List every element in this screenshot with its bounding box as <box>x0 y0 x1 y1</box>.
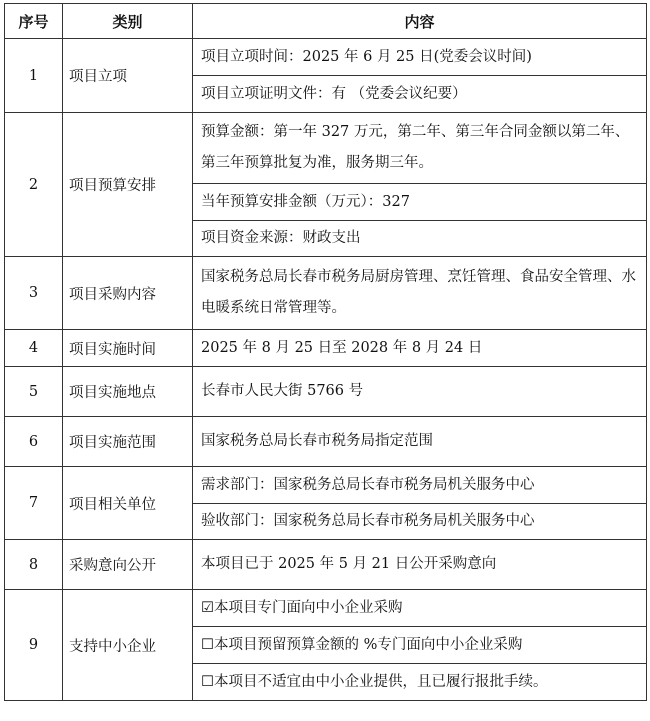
content-cell: 长春市人民大街 5766 号 <box>193 367 647 417</box>
table-row <box>5 367 647 417</box>
row-category: 项目采购内容 <box>63 257 193 330</box>
content-cell: 当年预算安排金额（万元）：327 <box>193 184 647 221</box>
content-cell: 项目资金来源：财政支出 <box>193 221 647 257</box>
row-seq: 8 <box>5 540 63 590</box>
row-seq: 7 <box>5 467 63 540</box>
table-row <box>5 590 647 627</box>
table-row <box>5 257 647 330</box>
row-seq: 9 <box>5 590 63 701</box>
content-cell: 2025 年 8 月 25 日至 2028 年 8 月 24 日 <box>193 330 647 367</box>
row-category: 支持中小企业 <box>63 590 193 701</box>
header-row <box>5 4 647 39</box>
row-seq: 1 <box>5 39 63 113</box>
table-row <box>5 417 647 467</box>
row-category: 项目相关单位 <box>63 467 193 540</box>
row-seq: 6 <box>5 417 63 467</box>
row-category: 项目实施范围 <box>63 417 193 467</box>
row-seq: 2 <box>5 113 63 257</box>
content-cell: 国家税务总局长春市税务局厨房管理、烹饪管理、食品安全管理、水电暖系统日常管理等。 <box>193 257 647 330</box>
row-seq: 3 <box>5 257 63 330</box>
table-row <box>5 540 647 590</box>
header-seq: 序号 <box>5 4 63 39</box>
sme-option-unsuitable: ☐本项目不适宜由中小企业提供，且已履行报批手续。 <box>193 664 647 701</box>
content-cell: 项目立项证明文件：有 （党委会议纪要） <box>193 76 647 113</box>
row-seq: 4 <box>5 330 63 367</box>
row-category: 项目实施时间 <box>63 330 193 367</box>
content-cell: 验收部门：国家税务总局长春市税务局机关服务中心 <box>193 504 647 540</box>
header-content: 内容 <box>193 4 647 39</box>
header-category: 类别 <box>63 4 193 39</box>
content-cell: 本项目已于 2025 年 5 月 21 日公开采购意向 <box>193 540 647 590</box>
table-row <box>5 330 647 367</box>
sme-option-checked: ☑本项目专门面向中小企业采购 <box>193 590 647 627</box>
row-category: 项目实施地点 <box>63 367 193 417</box>
sme-option-reserved: ☐本项目预留预算金额的 %专门面向中小企业采购 <box>193 627 647 664</box>
content-cell: 预算金额：第一年 327 万元，第二年、第三年合同金额以第二年、第三年预算批复为准，服务期三年。 <box>193 113 647 184</box>
row-seq: 5 <box>5 367 63 417</box>
content-cell: 需求部门：国家税务总局长春市税务局机关服务中心 <box>193 467 647 504</box>
project-info-table <box>4 3 647 701</box>
row-category: 项目预算安排 <box>63 113 193 257</box>
content-cell: 国家税务总局长春市税务局指定范围 <box>193 417 647 467</box>
row-category: 项目立项 <box>63 39 193 113</box>
table-row <box>5 113 647 184</box>
row-category: 采购意向公开 <box>63 540 193 590</box>
table-row <box>5 467 647 504</box>
table-row <box>5 39 647 76</box>
content-cell: 项目立项时间：2025 年 6 月 25 日(党委会议时间) <box>193 39 647 76</box>
